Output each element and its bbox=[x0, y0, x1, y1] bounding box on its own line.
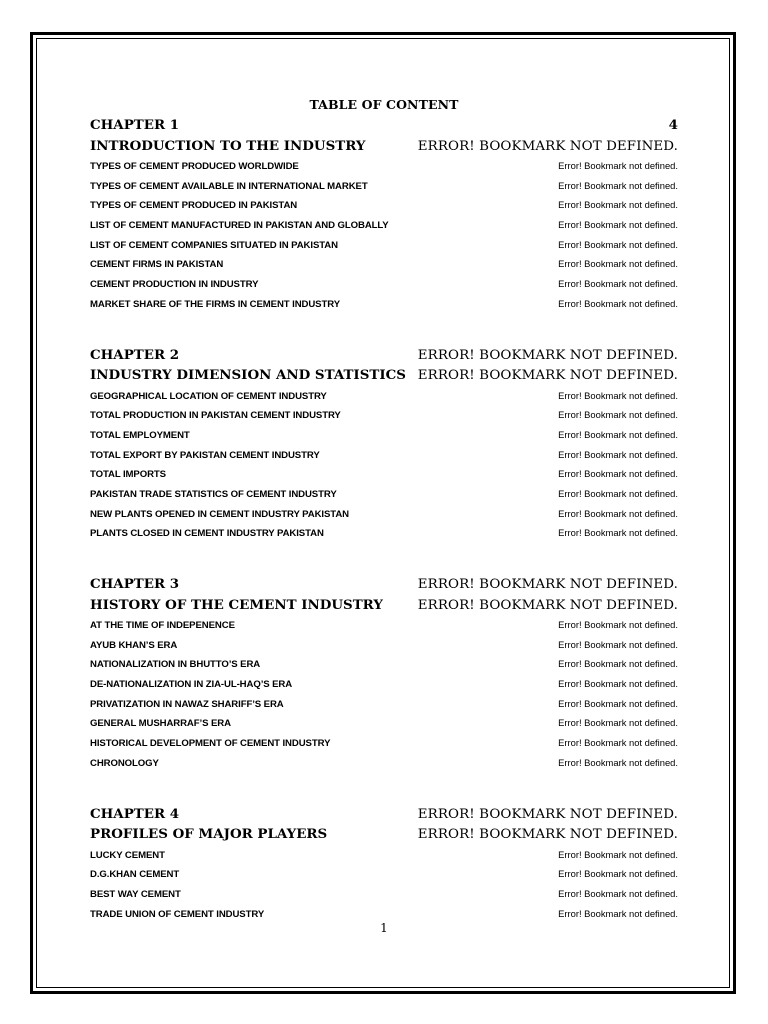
toc-entry-ref: Error! Bookmark not defined. bbox=[558, 428, 678, 440]
chapter-page-ref: ERROR! BOOKMARK NOT DEFINED. bbox=[417, 577, 678, 592]
chapter-heading-row[interactable] bbox=[90, 136, 678, 157]
toc-content bbox=[90, 95, 678, 923]
toc-entry-ref: Error! Bookmark not defined. bbox=[558, 887, 678, 899]
toc-entry-text: TYPES OF CEMENT AVAILABLE IN INTERNATIONAL MARKET bbox=[90, 180, 368, 192]
chapter-heading-row[interactable] bbox=[90, 365, 678, 386]
toc-entry[interactable] bbox=[90, 635, 678, 655]
toc-entry-ref: Error! Bookmark not defined. bbox=[558, 278, 678, 290]
chapter-label-row[interactable] bbox=[90, 115, 678, 136]
toc-entry-ref: Error! Bookmark not defined. bbox=[558, 448, 678, 460]
toc-entry[interactable] bbox=[90, 215, 678, 235]
toc-chapter-2 bbox=[90, 345, 678, 544]
toc-entry-text: DE-NATIONALIZATION IN ZIA-UL-HAQ’S ERA bbox=[90, 679, 293, 691]
toc-entry[interactable] bbox=[90, 274, 678, 294]
chapter-spacer bbox=[90, 543, 678, 574]
chapter-label: CHAPTER 2 bbox=[90, 346, 180, 363]
toc-entry[interactable] bbox=[90, 753, 678, 773]
toc-entry-ref: Error! Bookmark not defined. bbox=[558, 487, 678, 499]
toc-entry[interactable] bbox=[90, 884, 678, 904]
toc-entry-text: TRADE UNION OF CEMENT INDUSTRY bbox=[90, 908, 265, 920]
toc-entry-text: D.G.KHAN CEMENT bbox=[90, 869, 180, 881]
toc-entry-ref: Error! Bookmark not defined. bbox=[558, 297, 678, 309]
chapter-label-row[interactable] bbox=[90, 345, 678, 366]
toc-entry[interactable] bbox=[90, 176, 678, 196]
toc-entry[interactable] bbox=[90, 235, 678, 255]
toc-entry[interactable] bbox=[90, 674, 678, 694]
toc-entry[interactable] bbox=[90, 156, 678, 176]
chapter-label-row[interactable] bbox=[90, 574, 678, 595]
toc-entry-ref: Error! Bookmark not defined. bbox=[558, 199, 678, 211]
toc-entry-text: NEW PLANTS OPENED IN CEMENT INDUSTRY PAKISTAN bbox=[90, 508, 349, 520]
toc-entry-text: NATIONALIZATION IN BHUTTO’S ERA bbox=[90, 659, 261, 671]
toc-entry[interactable] bbox=[90, 484, 678, 504]
toc-entry-ref: Error! Bookmark not defined. bbox=[558, 907, 678, 919]
toc-entry[interactable] bbox=[90, 464, 678, 484]
toc-entry[interactable] bbox=[90, 694, 678, 714]
toc-entry-text: CEMENT PRODUCTION IN INDUSTRY bbox=[90, 279, 259, 291]
toc-entry-text: CEMENT FIRMS IN PAKISTAN bbox=[90, 259, 224, 271]
toc-entry-ref: Error! Bookmark not defined. bbox=[558, 527, 678, 539]
toc-entry-ref: Error! Bookmark not defined. bbox=[558, 697, 678, 709]
chapter-label: CHAPTER 3 bbox=[90, 576, 180, 592]
toc-entry[interactable] bbox=[90, 523, 678, 543]
toc-entry-text: HISTORICAL DEVELOPMENT OF CEMENT INDUSTRY bbox=[90, 738, 331, 750]
toc-entry-text: GEOGRAPHICAL LOCATION OF CEMENT INDUSTRY bbox=[90, 390, 327, 402]
toc-entry-ref: Error! Bookmark not defined. bbox=[558, 756, 678, 768]
toc-entry-ref: Error! Bookmark not defined. bbox=[558, 678, 678, 690]
toc-entry[interactable] bbox=[90, 294, 678, 314]
toc-entry-ref: Error! Bookmark not defined. bbox=[558, 638, 678, 650]
toc-entry-text: GENERAL MUSHARRAF’S ERA bbox=[90, 718, 231, 730]
chapter-spacer bbox=[90, 314, 678, 345]
chapter-page-ref: ERROR! BOOKMARK NOT DEFINED. bbox=[417, 347, 678, 363]
toc-entry-ref: Error! Bookmark not defined. bbox=[558, 219, 678, 231]
toc-entry-text: LIST OF CEMENT MANUFACTURED IN PAKISTAN AND GLOBALLY bbox=[90, 220, 389, 232]
toc-entry[interactable] bbox=[90, 405, 678, 425]
chapter-heading-row[interactable] bbox=[90, 824, 678, 845]
toc-entry[interactable] bbox=[90, 504, 678, 524]
toc-entry[interactable] bbox=[90, 445, 678, 465]
chapter-heading-row[interactable] bbox=[90, 595, 678, 616]
chapter-heading: INDUSTRY DIMENSION AND STATISTICS bbox=[90, 367, 406, 383]
toc-entry[interactable] bbox=[90, 615, 678, 635]
toc-entry-text: PAKISTAN TRADE STATISTICS OF CEMENT INDUSTRY bbox=[90, 488, 337, 500]
toc-entry-ref: Error! Bookmark not defined. bbox=[558, 409, 678, 421]
chapter-heading-ref: ERROR! BOOKMARK NOT DEFINED. bbox=[417, 138, 678, 154]
toc-entry-ref: Error! Bookmark not defined. bbox=[558, 468, 678, 480]
page-number: 1 bbox=[380, 921, 388, 935]
toc-entry[interactable] bbox=[90, 386, 678, 406]
chapter-heading: HISTORY OF THE CEMENT INDUSTRY bbox=[90, 596, 383, 613]
toc-entry-text: LUCKY CEMENT bbox=[90, 849, 165, 861]
toc-entry-text: TYPES OF CEMENT PRODUCED WORLDWIDE bbox=[90, 161, 299, 172]
toc-entry-text: AYUB KHAN’S ERA bbox=[90, 639, 178, 651]
toc-entry[interactable] bbox=[90, 864, 678, 884]
chapter-heading-ref: ERROR! BOOKMARK NOT DEFINED. bbox=[417, 368, 678, 383]
toc-entry-ref: Error! Bookmark not defined. bbox=[558, 238, 678, 250]
toc-entry-text: CHRONOLOGY bbox=[90, 757, 159, 769]
chapter-label: CHAPTER 1 bbox=[90, 117, 180, 133]
chapter-label: CHAPTER 4 bbox=[90, 805, 180, 822]
toc-chapter-4 bbox=[90, 804, 678, 924]
toc-entry-text: TYPES OF CEMENT PRODUCED IN PAKISTAN bbox=[90, 200, 298, 212]
chapter-heading-ref: ERROR! BOOKMARK NOT DEFINED. bbox=[417, 827, 678, 842]
toc-entry[interactable] bbox=[90, 733, 678, 753]
chapter-heading: INTRODUCTION TO THE INDUSTRY bbox=[90, 137, 366, 154]
toc-entry-ref: Error! Bookmark not defined. bbox=[558, 389, 678, 401]
chapter-spacer bbox=[90, 773, 678, 804]
toc-entry-ref: Error! Bookmark not defined. bbox=[558, 737, 678, 749]
toc-entry-text: PLANTS CLOSED IN CEMENT INDUSTRY PAKISTAN bbox=[90, 528, 324, 540]
toc-entry-text: BEST WAY CEMENT bbox=[90, 888, 181, 900]
toc-entry-ref: Error! Bookmark not defined. bbox=[558, 507, 678, 519]
toc-entry-text: TOTAL EMPLOYMENT bbox=[90, 429, 190, 441]
toc-entry[interactable] bbox=[90, 713, 678, 733]
chapter-heading-ref: ERROR! BOOKMARK NOT DEFINED. bbox=[417, 597, 678, 613]
toc-entry-text: LIST OF CEMENT COMPANIES SITUATED IN PAKISTAN bbox=[90, 239, 338, 251]
toc-entry-ref: Error! Bookmark not defined. bbox=[558, 848, 678, 860]
toc-entry-text: PRIVATIZATION IN NAWAZ SHARIFF’S ERA bbox=[90, 698, 284, 710]
toc-entry-ref: Error! Bookmark not defined. bbox=[558, 868, 678, 880]
toc-entry[interactable] bbox=[90, 845, 678, 865]
toc-entry[interactable] bbox=[90, 654, 678, 674]
toc-entry-text: TOTAL PRODUCTION IN PAKISTAN CEMENT INDUSTRY bbox=[90, 410, 341, 422]
toc-chapter-3 bbox=[90, 574, 678, 773]
toc-entry-ref: Error! Bookmark not defined. bbox=[558, 658, 678, 670]
chapter-label-row[interactable] bbox=[90, 804, 678, 825]
toc-entry-text: TOTAL IMPORTS bbox=[90, 469, 166, 481]
toc-entry-ref: Error! Bookmark not defined. bbox=[558, 717, 678, 729]
toc-chapter-1 bbox=[90, 115, 678, 314]
toc-entry-ref: Error! Bookmark not defined. bbox=[558, 179, 678, 191]
chapter-page-ref: 4 bbox=[668, 117, 678, 133]
toc-entry-text: MARKET SHARE OF THE FIRMS IN CEMENT INDUSTRY bbox=[90, 298, 341, 310]
toc-entry-ref: Error! Bookmark not defined. bbox=[558, 160, 678, 171]
toc-entry-text: AT THE TIME OF INDEPENENCE bbox=[90, 620, 235, 631]
toc-entry[interactable] bbox=[90, 195, 678, 215]
chapter-heading: PROFILES OF MAJOR PLAYERS bbox=[90, 826, 328, 842]
toc-entry[interactable] bbox=[90, 254, 678, 274]
toc-entry-ref: Error! Bookmark not defined. bbox=[558, 258, 678, 270]
chapter-page-ref: ERROR! BOOKMARK NOT DEFINED. bbox=[417, 806, 678, 822]
toc-entry[interactable] bbox=[90, 425, 678, 445]
toc-entry-text: TOTAL EXPORT BY PAKISTAN CEMENT INDUSTRY bbox=[90, 449, 320, 461]
toc-entry-ref: Error! Bookmark not defined. bbox=[558, 619, 678, 630]
toc-title: TABLE OF CONTENT bbox=[309, 97, 459, 112]
